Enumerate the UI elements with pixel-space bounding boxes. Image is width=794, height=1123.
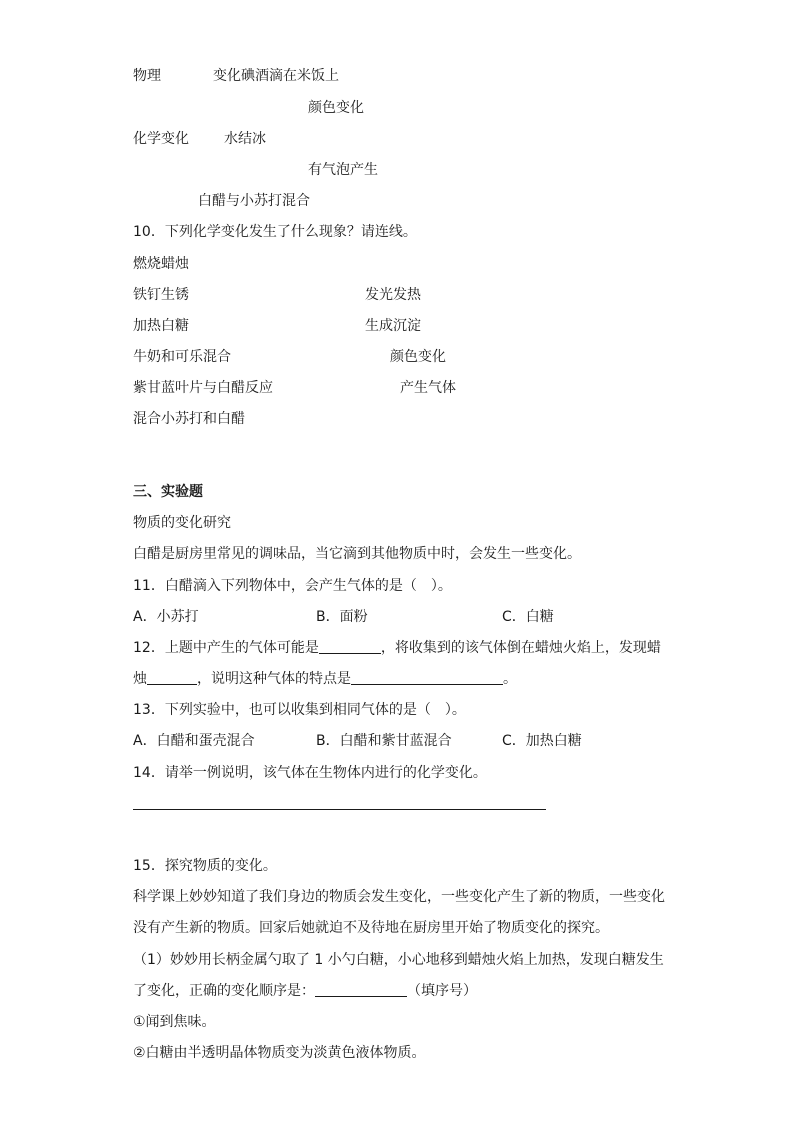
q12-blank-gas[interactable]: [319, 639, 381, 654]
q12-line1: [133, 639, 661, 657]
section-heading: 三、实验题: [133, 484, 203, 500]
section-title: 物质的变化研究: [133, 515, 231, 531]
q10-right-item: 发光发热: [365, 287, 421, 303]
match1-mid-a: 变化碘酒滴在米饭上: [213, 68, 339, 84]
match1-mid-c: 白醋与小苏打混合: [198, 193, 310, 209]
q15-sub1-line2: [133, 982, 477, 1000]
q15-sub1-text-b: （填序号）: [407, 983, 477, 999]
match1-left-b: 化学变化: [133, 131, 189, 147]
q10-left-item: 加热白糖: [133, 318, 189, 334]
q10-left-item: 紫甘蓝叶片与白醋反应: [133, 380, 273, 396]
q13-option-a: A．白醋和蛋壳混合: [133, 733, 255, 749]
match1-left-a: 物理: [133, 68, 161, 84]
q12-text-c: 烛: [133, 671, 147, 687]
q12-text-e: 。: [503, 671, 517, 687]
q10-stem: 10．下列化学变化发生了什么现象？请连线。: [133, 224, 417, 240]
q10-right-item: 生成沉淀: [365, 318, 421, 334]
q10-right-item: 产生气体: [400, 380, 456, 396]
q13-stem: 13．下列实验中，也可以收集到相同气体的是（ ）。: [133, 702, 466, 718]
q12-text-a: 12．上题中产生的气体可能是: [133, 640, 319, 656]
match1-mid-b: 水结冰: [224, 131, 266, 147]
q13-option-b: B．白醋和紫甘蓝混合: [316, 733, 452, 749]
q15-para2: 没有产生新的物质。回家后她就迫不及待地在厨房里开始了物质变化的探究。: [133, 920, 609, 936]
q10-left-item: 铁钉生锈: [133, 287, 189, 303]
q10-left-item: 混合小苏打和白醋: [133, 411, 245, 427]
q15-para1: 科学课上妙妙知道了我们身边的物质会发生变化，一些变化产生了新的物质，一些变化: [133, 889, 665, 905]
match1-right-a: 颜色变化: [308, 100, 364, 116]
q14-answer-line[interactable]: [133, 809, 546, 810]
q10-left-item: 牛奶和可乐混合: [133, 349, 231, 365]
q11-stem: 11．白醋滴入下列物体中，会产生气体的是（ ）。: [133, 578, 452, 594]
q12-text-b: ，将收集到的该气体倒在蜡烛火焰上，发现蜡: [380, 640, 661, 656]
q15-item1: ①闻到焦味。: [133, 1014, 216, 1030]
q15-blank-order[interactable]: [315, 982, 407, 997]
q15-sub1-text-a: 了变化，正确的变化顺序是：: [133, 983, 315, 999]
q11-option-b: B．面粉: [316, 609, 368, 625]
q15-sub1-line1: （1）妙妙用长柄金属勺取了 1 小勺白糖，小心地移到蜡烛火焰上加热，发现白糖发生: [133, 952, 664, 968]
q10-right-item: 颜色变化: [390, 349, 446, 365]
q12-text-d: ，说明这种气体的特点是: [197, 671, 351, 687]
q10-left-item: 燃烧蜡烛: [133, 256, 189, 272]
q12-blank-property[interactable]: [351, 670, 503, 685]
q15-item2: ②白糖由半透明晶体物质变为淡黄色液体物质。: [133, 1045, 426, 1061]
section-intro: 白醋是厨房里常见的调味品，当它滴到其他物质中时，会发生一些变化。: [133, 546, 581, 562]
q12-line2: [133, 670, 517, 688]
q11-option-c: C．白糖: [502, 609, 554, 625]
q11-option-a: A．小苏打: [133, 609, 199, 625]
q12-blank-candle[interactable]: [147, 670, 197, 685]
q13-option-c: C．加热白糖: [502, 733, 582, 749]
match1-right-b: 有气泡产生: [308, 162, 378, 178]
q15-stem: 15．探究物质的变化。: [133, 858, 277, 874]
q14-stem: 14．请举一例说明，该气体在生物体内进行的化学变化。: [133, 765, 487, 781]
